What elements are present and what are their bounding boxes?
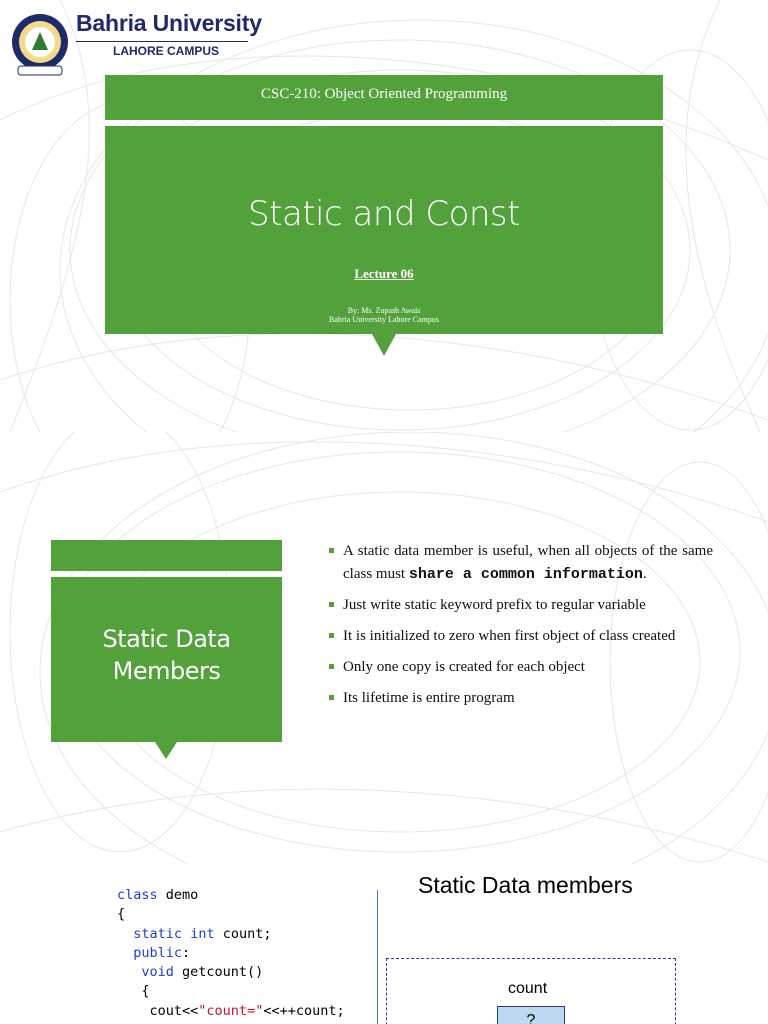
section-box-pointer [155, 742, 177, 759]
bullet-item: Just write static keyword prefix to regular variable [328, 594, 713, 617]
variable-label: count [508, 980, 548, 997]
bullet-marker-icon [329, 548, 334, 553]
bullet-list [328, 540, 713, 718]
campus-name: LAHORE CAMPUS [113, 44, 220, 58]
section-title-box [51, 577, 282, 742]
variable-cell: ? [497, 1006, 565, 1024]
code-block: class demo { static int count; public: void getcount() { cout<<"count="<<++count; [117, 887, 345, 1019]
course-banner [105, 75, 663, 120]
bullet-item: It is initialized to zero when first object of class created [328, 625, 713, 648]
code-example-slide [0, 864, 768, 1024]
university-seal-icon [10, 12, 70, 76]
bullet-item: A static data member is useful, when all objects of the same class must share a common information. [328, 540, 713, 586]
section-title [51, 623, 282, 687]
title-box-pointer [372, 334, 396, 356]
section-title-line1: Static Data [102, 625, 231, 653]
divider-line [377, 890, 378, 1024]
bullet-marker-icon [329, 664, 334, 669]
university-name: Bahria University [76, 10, 262, 36]
bullet-item: Only one copy is created for each object [328, 656, 713, 679]
author-affiliation: Bahria University Lahore Campus [329, 315, 439, 324]
emphasis-text: share a common information [408, 566, 643, 583]
bullet-item: Its lifetime is entire program [328, 687, 713, 710]
author-name: By: Ms. Zupash Awais [347, 306, 421, 315]
logo-divider [76, 41, 248, 42]
slide-title: Static and Const [248, 194, 520, 234]
bullet-marker-icon [329, 695, 334, 700]
bullet-marker-icon [329, 633, 334, 638]
course-title: CSC-210: Object Oriented Programming [260, 86, 508, 102]
static-data-members-slide [0, 432, 768, 864]
lecture-number: Lecture 06 [354, 266, 414, 281]
author-info [105, 306, 663, 324]
section-title-line2: Members [112, 657, 221, 685]
title-slide [0, 0, 768, 432]
slide-title: Static Data members [418, 872, 633, 898]
section-header-bar [51, 540, 282, 571]
title-box [105, 126, 663, 334]
bullet-marker-icon [329, 602, 334, 607]
